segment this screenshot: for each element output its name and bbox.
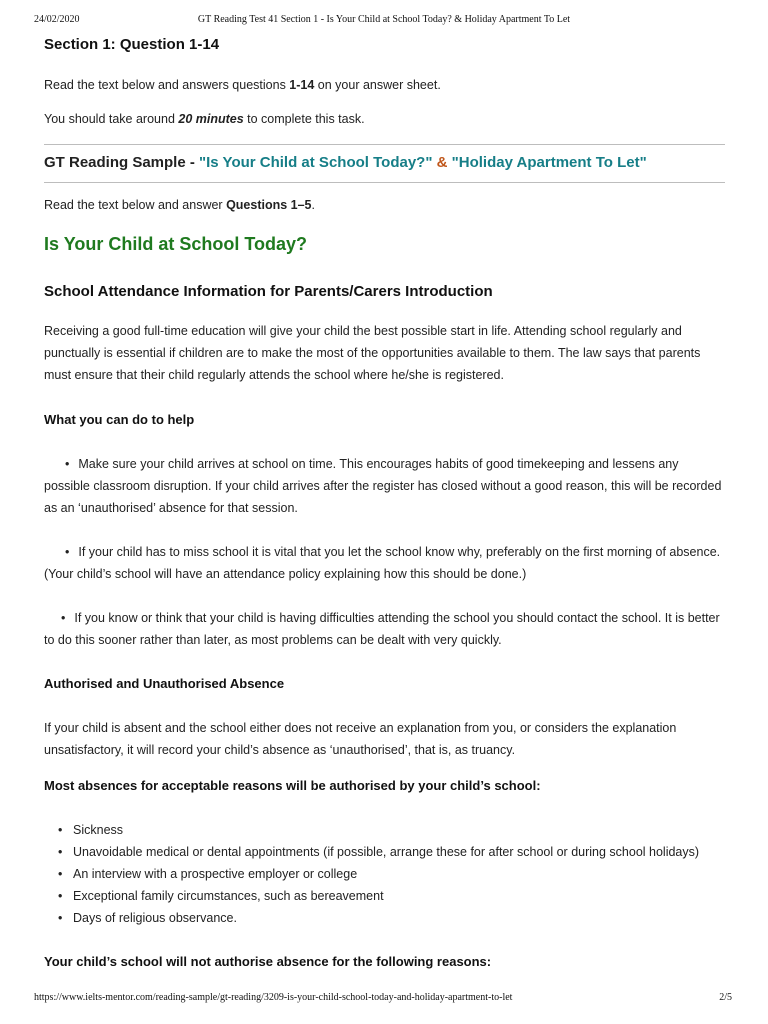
list-item: • An interview with a prospective employer or college [58, 867, 358, 881]
print-header [0, 14, 768, 30]
list-item: • Exceptional family circumstances, such as bereavement [58, 889, 384, 903]
instruction-time: You should take around 20 minutes to complete this task. [44, 112, 365, 126]
intro-paragraph: Receiving a good full-time education will give your child the best possible start in life. Attending school regularly and punctually is essential if children are to make the most of the opportunities available to them. The law says that parents must ensure that their child regularly attends the school where he/she is registered. [44, 324, 701, 382]
instruction-questions: Read the text below and answers questions 1-14 on your answer sheet. [44, 78, 441, 92]
absence-heading: Authorised and Unauthorised Absence [44, 676, 285, 691]
print-page-title: GT Reading Test 41 Section 1 - Is Your Child at School Today? & Holiday Apartment To Let [197, 14, 571, 25]
divider-top [44, 144, 725, 145]
sample-title-link-1[interactable]: "Is Your Child at School Today?" [199, 154, 433, 171]
print-date: 24/02/2020 [34, 14, 80, 25]
list-item: • Days of religious observance. [58, 911, 237, 925]
not-authorised-heading: Your child’s school will not authorise absence for the following reasons: [44, 954, 492, 969]
help-bullet-2: • If your child has to miss school it is vital that you let the school know why, preferably on the first morning of absence. (Your child’s school will have an attendance policy explaining how this should be done.) [44, 545, 721, 581]
section-heading: Section 1: Question 1-14 [44, 36, 220, 53]
print-footer [0, 992, 768, 1008]
list-item: • Unavoidable medical or dental appointments (if possible, arrange these for after school or during school holidays) [58, 845, 700, 859]
print-page-number: 2/5 [719, 992, 732, 1003]
authorised-list [44, 819, 725, 929]
help-bullet-3: • If you know or think that your child is having difficulties attending the school you should contact the school. It is better to do this sooner rather than later, as most problems can be dealt with very quickly. [44, 611, 720, 647]
absence-paragraph: If your child is absent and the school either does not receive an explanation from you, or considers the explanation unsatisfactory, it will record your child’s absence as ‘unauthorised’, that is, as truancy. [44, 721, 677, 757]
read-instruction: Read the text below and answer Questions 1–5. [44, 198, 315, 212]
help-bullet-1: • Make sure your child arrives at school on time. This encourages habits of good timekeeping and lessens any possible classroom disruption. If your child arrives after the register has closed without a good reason, this will be recorded as an ‘unauthorised’ absence for that session. [44, 457, 722, 515]
print-url[interactable]: https://www.ielts-mentor.com/reading-sample/gt-reading/3209-is-your-child-school-today-and-holiday-apartment-to-let [34, 992, 513, 1003]
divider-bottom [44, 182, 725, 183]
sample-title-link-2[interactable]: "Holiday Apartment To Let" [451, 154, 647, 171]
sample-heading: GT Reading Sample - "Is Your Child at School Today?" & "Holiday Apartment To Let" [44, 154, 647, 171]
list-item: • Sickness [58, 823, 124, 837]
article-subheading: School Attendance Information for Parents/Carers Introduction [44, 283, 493, 300]
article-title: Is Your Child at School Today? [44, 234, 308, 254]
authorised-heading: Most absences for acceptable reasons will be authorised by your child’s school: [44, 778, 541, 793]
help-heading: What you can do to help [44, 412, 195, 427]
